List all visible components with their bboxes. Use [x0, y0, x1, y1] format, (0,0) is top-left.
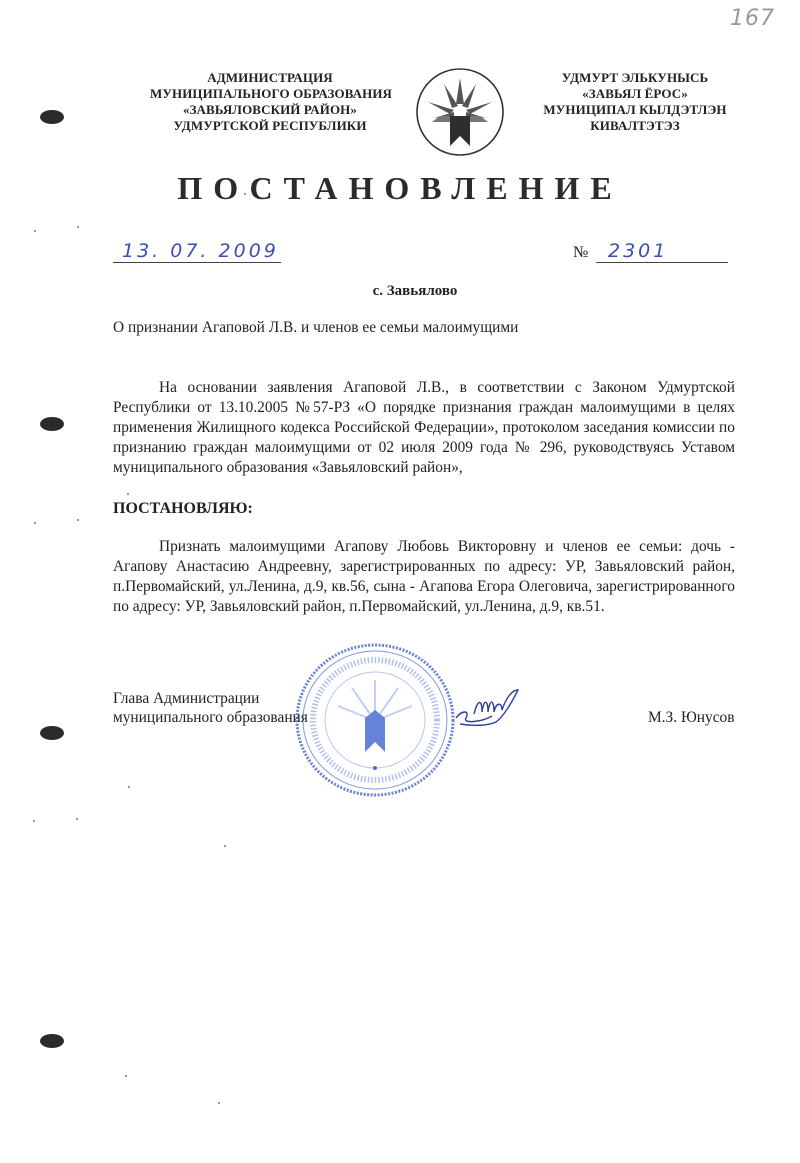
binder-hole: [40, 726, 64, 740]
scan-speck: [128, 786, 130, 788]
document-number: 2301: [608, 240, 669, 262]
header-right-line: МУНИЦИПАЛ КЫЛДЭТЛЭН: [543, 102, 727, 117]
header-right-block: [520, 70, 750, 134]
scan-speck: [33, 820, 35, 822]
official-seal-stamp: [290, 640, 460, 800]
header-left-line: «ЗАВЬЯЛОВСКИЙ РАЙОН»: [183, 102, 357, 117]
scan-speck: [224, 845, 226, 847]
place-of-issue: с. Завьялово: [372, 283, 458, 299]
header-left-block: [150, 70, 393, 134]
resolution-paragraph: [113, 537, 735, 617]
scan-speck: [127, 493, 129, 495]
scan-speck: [77, 519, 79, 521]
signer-name: М.З. Юнусов: [648, 709, 735, 726]
handwritten-page-number: 167: [730, 6, 775, 31]
preamble-text: На основании заявления Агаповой Л.В., в соответствии с Законом Удмуртской Республики от 13.10.2005 №57-РЗ «О порядке признания граждан малоимущими в целях применения Жилищного кодекса Российской Федерации», протоколом заседания комиссии по признанию граждан малоимущими от 02 июля 2009 года № 296, руководствуясь Уставом муниципального образования «Завьяловский район»,: [113, 379, 735, 476]
header-right-line: «ЗАВЬЯЛ ЁРОС»: [582, 86, 688, 101]
document-subject: О признании Агаповой Л.В. и членов ее семьи малоимущими: [113, 319, 519, 336]
scan-speck: [125, 1075, 127, 1077]
header-left-line: МУНИЦИПАЛЬНОГО ОБРАЗОВАНИЯ: [150, 86, 393, 101]
resolution-text: Признать малоимущими Агапову Любовь Викторовну и членов ее семьи: дочь - Агапову Анастасию Андреевну, зарегистрированных по адресу: УР, Завьяловский район, п.Первомайский, ул.Ленина, д.9, кв.56, сына - Агапова Егора Олеговича, зарегистрированного по адресу: УР, Завьяловский район, п.Первомайский, ул.Ленина, д.9, кв.51.: [113, 538, 735, 615]
handwritten-signature: [452, 688, 532, 728]
header-left-line: УДМУРТСКОЙ РЕСПУБЛИКИ: [173, 118, 367, 133]
resolve-heading: ПОСТАНОВЛЯЮ:: [113, 500, 253, 517]
header-left-line: АДМИНИСТРАЦИЯ: [207, 70, 333, 85]
signer-position-line1: Глава Администрации: [113, 690, 260, 707]
scan-speck: [77, 226, 79, 228]
binder-hole: [40, 1034, 64, 1048]
preamble-paragraph: [113, 378, 735, 478]
scan-speck: [34, 522, 36, 524]
number-underline: [596, 262, 728, 263]
header-right-line: КИВАЛТЭТЭЗ: [590, 118, 680, 133]
scan-speck: [76, 818, 78, 820]
signer-position-line2: муниципального образования: [113, 709, 308, 726]
coat-of-arms-emblem: [414, 66, 506, 158]
header-right-line: УДМУРТ ЭЛЬКУНЫСЬ: [561, 70, 709, 85]
date-underline: [113, 262, 281, 263]
binder-hole: [40, 110, 64, 124]
document-date: 13. 07. 2009: [122, 240, 279, 262]
scan-speck: [34, 230, 36, 232]
number-label: №: [573, 244, 589, 261]
binder-hole: [40, 417, 64, 431]
scan-speck: [218, 1102, 220, 1104]
document-title: ПОСТАНОВЛЕНИЕ: [177, 170, 623, 206]
